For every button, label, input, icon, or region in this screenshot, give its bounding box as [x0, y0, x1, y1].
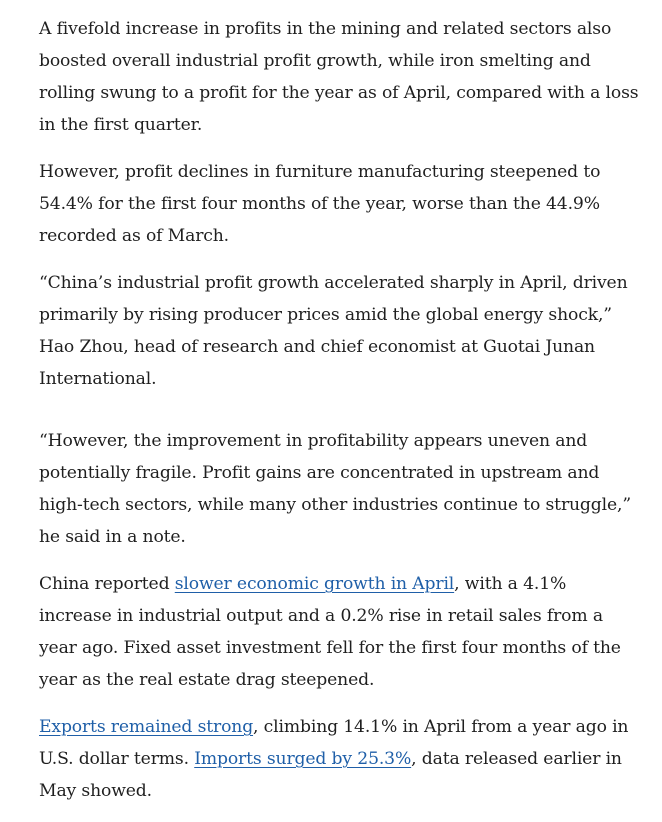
- paragraph-text: , with a 4.1% increase in industrial output and a 0.2% rise in retail sales from a year ago. Fixed asset investment fell for the first four months of the year as the real estate drag steepened.: [39, 574, 621, 690]
- paragraph-profitability-quote: “However, the improvement in profitability appears uneven and potentially fragile. Profit gains are concentrated in upstream and high-tech sectors, while many other industries continue to struggle,” he said in a note.: [39, 431, 631, 547]
- paragraph-exports-imports: [39, 711, 639, 807]
- paragraph-text: China reported: [39, 574, 175, 594]
- paragraph-text: , data released earlier in May showed.: [39, 749, 622, 801]
- exports-remained-strong-link[interactable]: Exports remained strong: [39, 717, 254, 737]
- paragraph-hao-zhou-quote: “China’s industrial profit growth accelerated sharply in April, driven primarily by rising producer prices amid the global energy shock,” Hao Zhou, head of research and chief economist at Guotai Junan International.: [39, 273, 628, 389]
- paragraph-text: , climbing 14.1% in April from a year ago in U.S. dollar terms.: [39, 717, 629, 769]
- slower-economic-growth-link[interactable]: slower economic growth in April: [174, 574, 455, 594]
- imports-surged-link[interactable]: Imports surged by 25.3%: [194, 749, 412, 769]
- paragraph-furniture-profits: However, profit declines in furniture manufacturing steepened to 54.4% for the first four months of the year, worse than the 44.9% recorded as of March.: [39, 162, 601, 246]
- article-body: [39, 13, 639, 822]
- paragraph-economic-growth: [39, 568, 639, 696]
- paragraph-mining-profits: A fivefold increase in profits in the mining and related sectors also boosted overall industrial profit growth, while iron smelting and rolling swung to a profit for the year as of April, compared with a loss in the first quarter.: [39, 19, 639, 135]
